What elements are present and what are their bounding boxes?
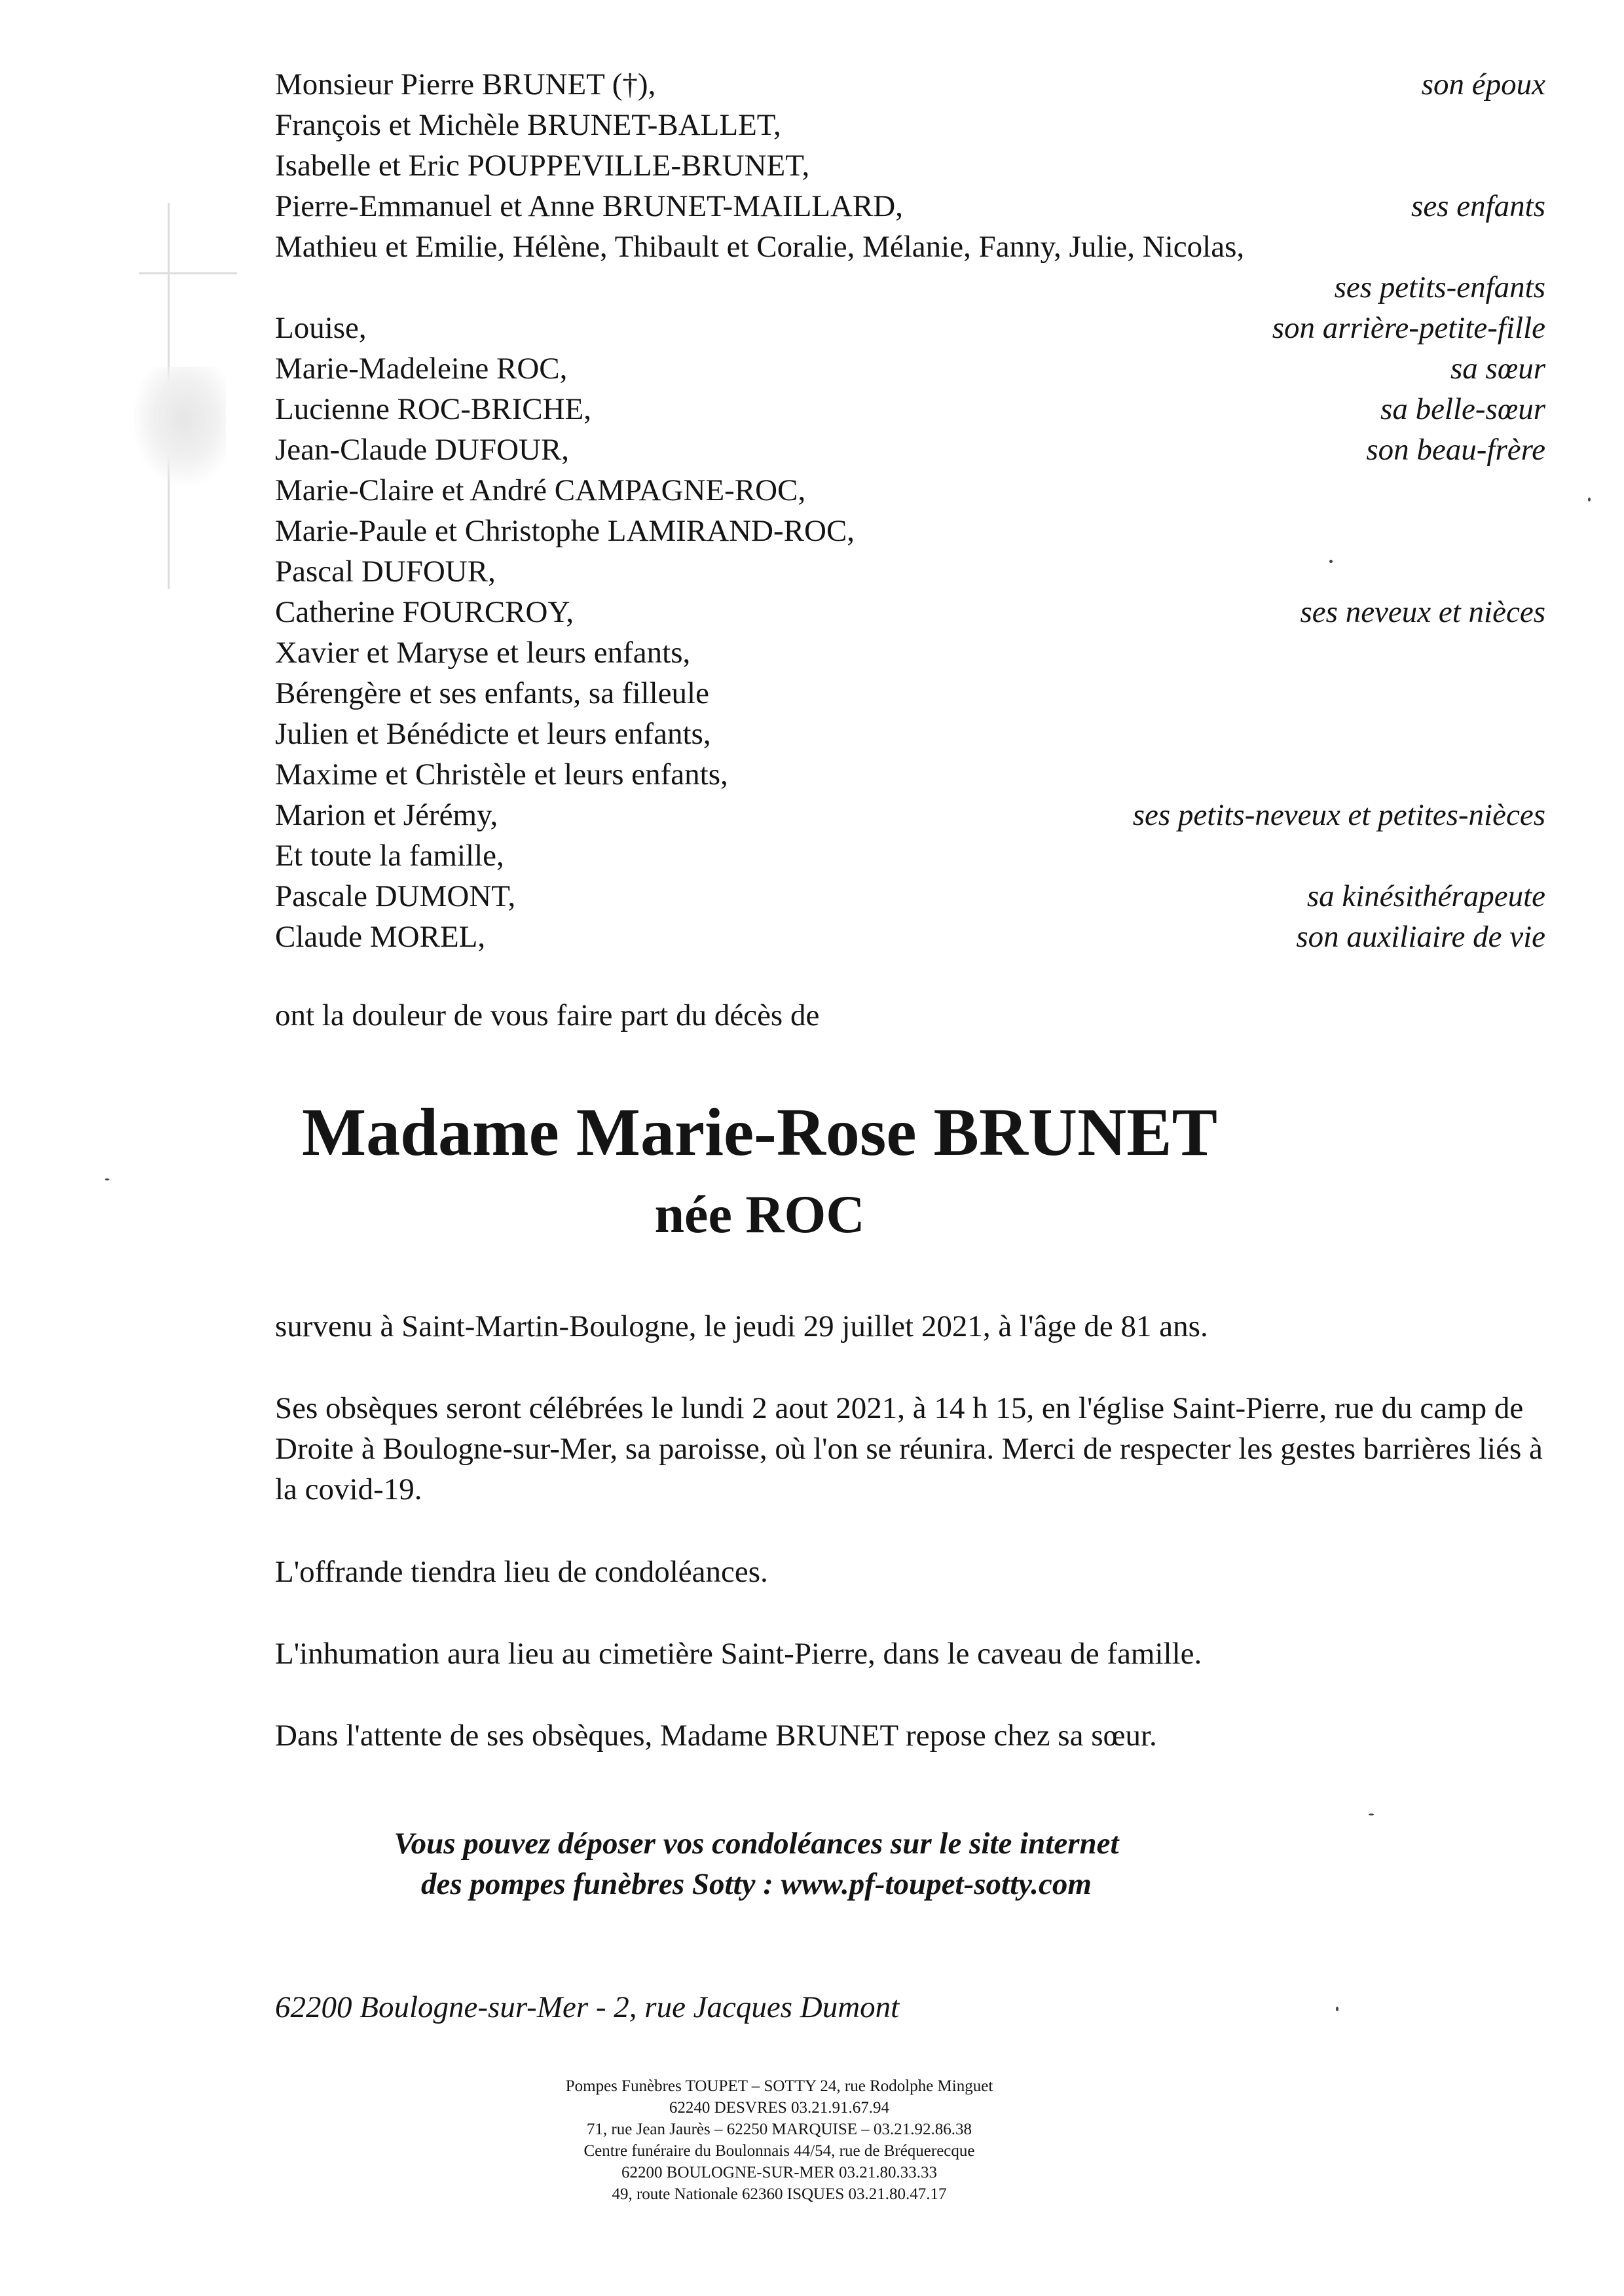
footer-line: Centre funéraire du Boulonnais 44/54, rue de Bréquerecque — [583, 2142, 975, 2160]
deceased-maiden-name: née ROC — [654, 1184, 865, 1244]
family-row: Pascal DUFOUR, — [275, 555, 496, 589]
family-row: Bérengère et ses enfants, sa filleule — [275, 676, 709, 710]
family-list — [275, 64, 1545, 957]
family-row: Pierre-Emmanuel et Anne BRUNET-MAILLARD, ses enfants — [275, 189, 1545, 223]
cross-horizontal-decoration — [139, 272, 237, 274]
family-row: Claude MOREL, son auxiliaire de vie — [275, 920, 1545, 954]
family-row: Catherine FOURCROY, ses neveux et nièces — [275, 595, 1545, 629]
family-row: François et Michèle BRUNET-BALLET, — [275, 108, 781, 142]
announcement-intro: ont la douleur de vous faire part du décès de — [275, 998, 820, 1032]
funeral-home-footer — [0, 2075, 1624, 2205]
family-row: Et toute la famille, — [275, 839, 504, 873]
condolences-line-1: Vous pouvez déposer vos condoléances sur le site internet — [394, 1827, 1119, 1861]
footer-line: 62200 BOULOGNE-SUR-MER 03.21.80.33.33 — [621, 2164, 937, 2181]
family-row: Marie-Paule et Christophe LAMIRAND-ROC, — [275, 514, 855, 548]
family-row: Mathieu et Emilie, Hélène, Thibault et Coralie, Mélanie, Fanny, Julie, Nicolas, — [275, 230, 1245, 264]
family-row: Louise, son arrière-petite-fille — [275, 311, 1545, 345]
footer-line: Pompes Funèbres TOUPET – SOTTY 24, rue Rodolphe Minguet — [565, 2077, 993, 2095]
offering-paragraph: L'offrande tiendra lieu de condoléances. — [275, 1555, 768, 1589]
scan-speck — [1336, 2007, 1338, 2011]
family-row: Pascale DUMONT, sa kinésithérapeute — [275, 879, 1545, 913]
scan-speck — [1329, 560, 1333, 563]
scan-speck — [105, 1178, 109, 1180]
family-row: Maxime et Christèle et leurs enfants, — [275, 757, 728, 792]
deceased-name: Madame Marie-Rose BRUNET — [302, 1095, 1217, 1170]
family-row: Lucienne ROC-BRICHE, sa belle-sœur — [275, 392, 1545, 426]
family-row: Marion et Jérémy, ses petits-neveux et petites-nièces — [275, 798, 1545, 832]
footer-line: 62240 DESVRES 03.21.91.67.94 — [669, 2099, 890, 2117]
residence-address: 62200 Boulogne-sur-Mer - 2, rue Jacques Dumont — [275, 1990, 900, 2024]
scan-speck — [1369, 1813, 1374, 1815]
condolences-notice — [0, 1823, 1624, 1904]
death-paragraph: survenu à Saint-Martin-Boulogne, le jeudi 29 juillet 2021, à l'âge de 81 ans. — [275, 1309, 1208, 1343]
footer-line: 71, rue Jean Jaurès – 62250 MARQUISE – 03.21.92.86.38 — [586, 2121, 972, 2138]
scan-speck — [1588, 498, 1591, 501]
condolences-line-2: des pompes funèbres Sotty : www.pf-toupet-sotty.com — [421, 1867, 1092, 1901]
footer-line: 49, route Nationale 62360 ISQUES 03.21.80.47.17 — [612, 2185, 947, 2203]
family-row: Jean-Claude DUFOUR, son beau-frère — [275, 433, 1545, 467]
flower-watermark — [134, 367, 226, 484]
family-row: Julien et Bénédicte et leurs enfants, — [275, 717, 711, 751]
rest-paragraph: Dans l'attente de ses obsèques, Madame BRUNET repose chez sa sœur. — [275, 1719, 1157, 1753]
family-row: Monsieur Pierre BRUNET (†), son époux — [275, 67, 1545, 101]
burial-paragraph: L'inhumation aura lieu au cimetière Saint-Pierre, dans le caveau de famille. — [275, 1637, 1202, 1671]
family-row: Marie-Madeleine ROC, sa sœur — [275, 352, 1545, 386]
family-row: Marie-Claire et André CAMPAGNE-ROC, — [275, 473, 806, 507]
family-row: ses petits-enfants — [1334, 270, 1545, 304]
family-row: Isabelle et Eric POUPPEVILLE-BRUNET, — [275, 149, 810, 183]
funeral-paragraph: Ses obsèques seront célébrées le lundi 2 aout 2021, à 14 h 15, en l'église Saint-Pierre, rue du camp de Droite à Boulogne-sur-Mer, sa paroisse, où l'on se réunira. Merci de respecter les gestes barrières liés à la covid-19. — [275, 1391, 1543, 1506]
deceased-block — [0, 1093, 1624, 1250]
family-row: Xavier et Maryse et leurs enfants, — [275, 636, 691, 670]
